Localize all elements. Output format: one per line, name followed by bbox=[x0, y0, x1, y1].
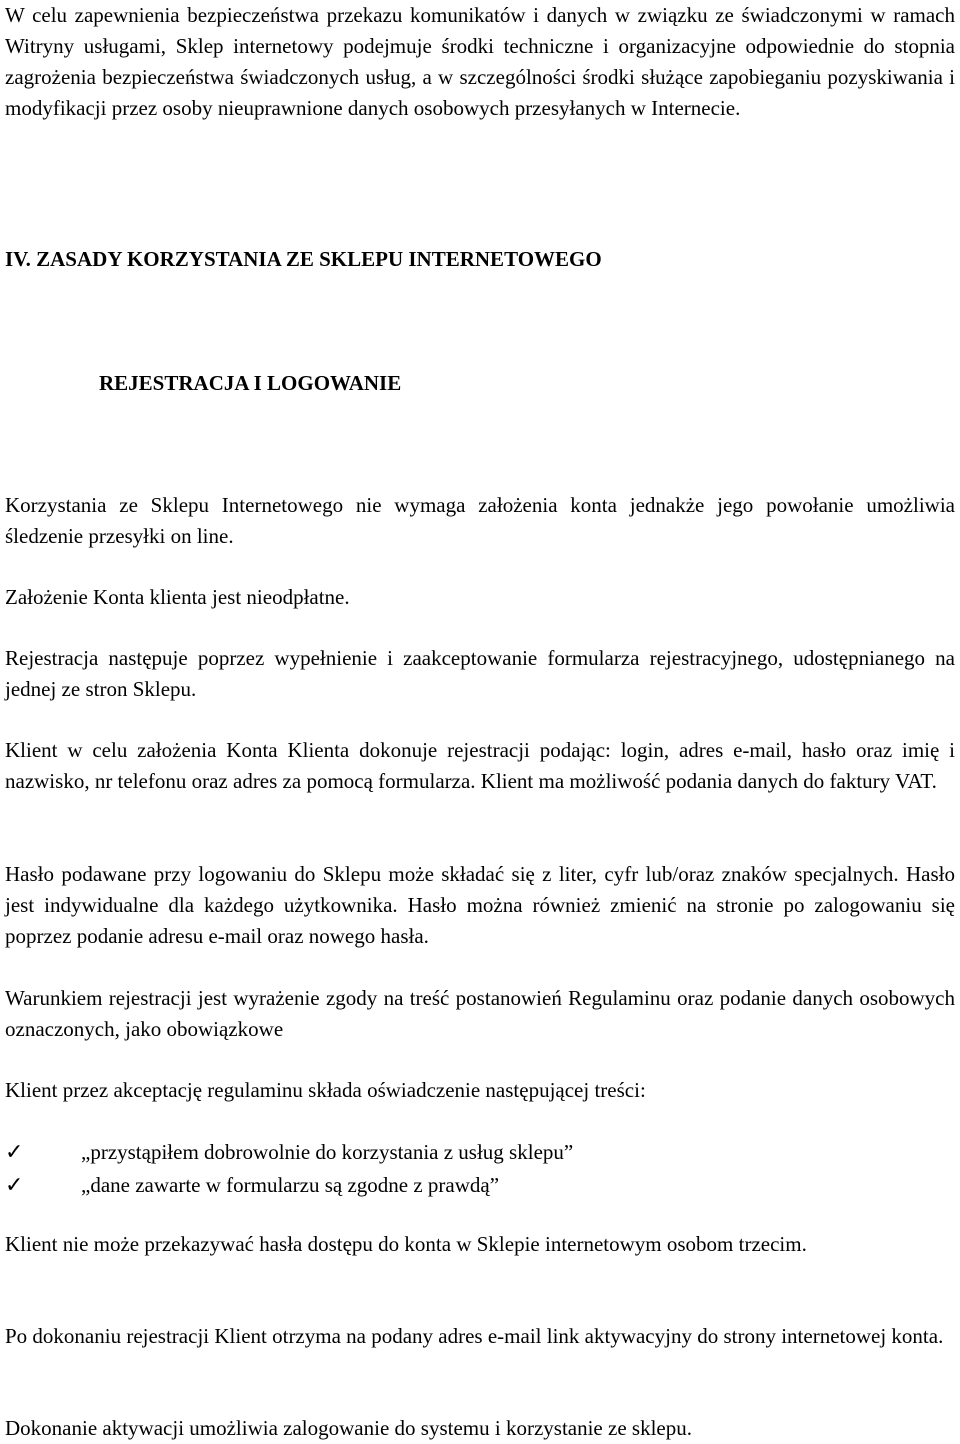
paragraph-registration: Rejestracja następuje poprzez wypełnienie i zaakceptowanie formularza rejestracyjnego, udostępnianego na jednej ze stron Sklepu. bbox=[5, 646, 955, 701]
paragraph-declaration: Klient przez akceptację regulaminu składa oświadczenie następującej treści: bbox=[5, 1078, 646, 1102]
list-item-text: „przystąpiłem dobrowolnie do korzystania z usług sklepu” bbox=[81, 1140, 574, 1164]
paragraph-activation: Dokonanie aktywacji umożliwia zalogowanie do systemu i korzystanie ze sklepu. bbox=[5, 1416, 692, 1440]
check-icon: ✓ bbox=[5, 1140, 24, 1165]
paragraph-account-optional: Korzystania ze Sklepu Internetowego nie wymaga założenia konta jednakże jego powołanie umożliwia śledzenie przesyłki on line. bbox=[5, 493, 955, 548]
subsection-heading: REJESTRACJA I LOGOWANIE bbox=[99, 371, 402, 395]
declaration-checklist bbox=[5, 1136, 955, 1202]
paragraph-activation-link: Po dokonaniu rejestracji Klient otrzyma na podany adres e-mail link aktywacyjny do strony internetowej konta. bbox=[5, 1324, 944, 1348]
paragraph-account-free: Założenie Konta klienta jest nieodpłatne. bbox=[5, 585, 350, 609]
paragraph-password: Hasło podawane przy logowaniu do Sklepu może składać się z liter, cyfr lub/oraz znaków specjalnych. Hasło jest indywidualne dla każdego użytkownika. Hasło można również zmienić na stronie po zalogowaniu się poprzez podanie adresu e-mail oraz nowego hasła. bbox=[5, 862, 955, 948]
section-heading: IV. ZASADY KORZYSTANIA ZE SKLEPU INTERNETOWEGO bbox=[5, 247, 602, 271]
list-item bbox=[5, 1136, 955, 1169]
check-icon: ✓ bbox=[5, 1173, 24, 1198]
paragraph-password-sharing: Klient nie może przekazywać hasła dostępu do konta w Sklepie internetowym osobom trzecim. bbox=[5, 1232, 807, 1256]
paragraph-registration-data: Klient w celu założenia Konta Klienta dokonuje rejestracji podając: login, adres e-mail, hasło oraz imię i nazwisko, nr telefonu oraz adres za pomocą formularza. Klient ma możliwość podania danych do faktury VAT. bbox=[5, 738, 955, 793]
list-item-text: „dane zawarte w formularzu są zgodne z prawdą” bbox=[81, 1173, 500, 1197]
paragraph-registration-condition: Warunkiem rejestracji jest wyrażenie zgody na treść postanowień Regulaminu oraz podanie danych osobowych oznaczonych, jako obowiązkowe bbox=[5, 986, 955, 1041]
list-item bbox=[5, 1169, 955, 1202]
intro-paragraph: W celu zapewnienia bezpieczeństwa przekazu komunikatów i danych w związku ze świadczonymi w ramach Witryny usługami, Sklep internetowy podejmuje środki techniczne i organizacyjne odpowiednie do stopnia zagrożenia bezpieczeństwa świadczonych usług, a w szczególności środki służące zapobieganiu pozyskiwania i modyfikacji przez osoby nieuprawnione danych osobowych przesyłanych w Internecie. bbox=[5, 3, 955, 120]
